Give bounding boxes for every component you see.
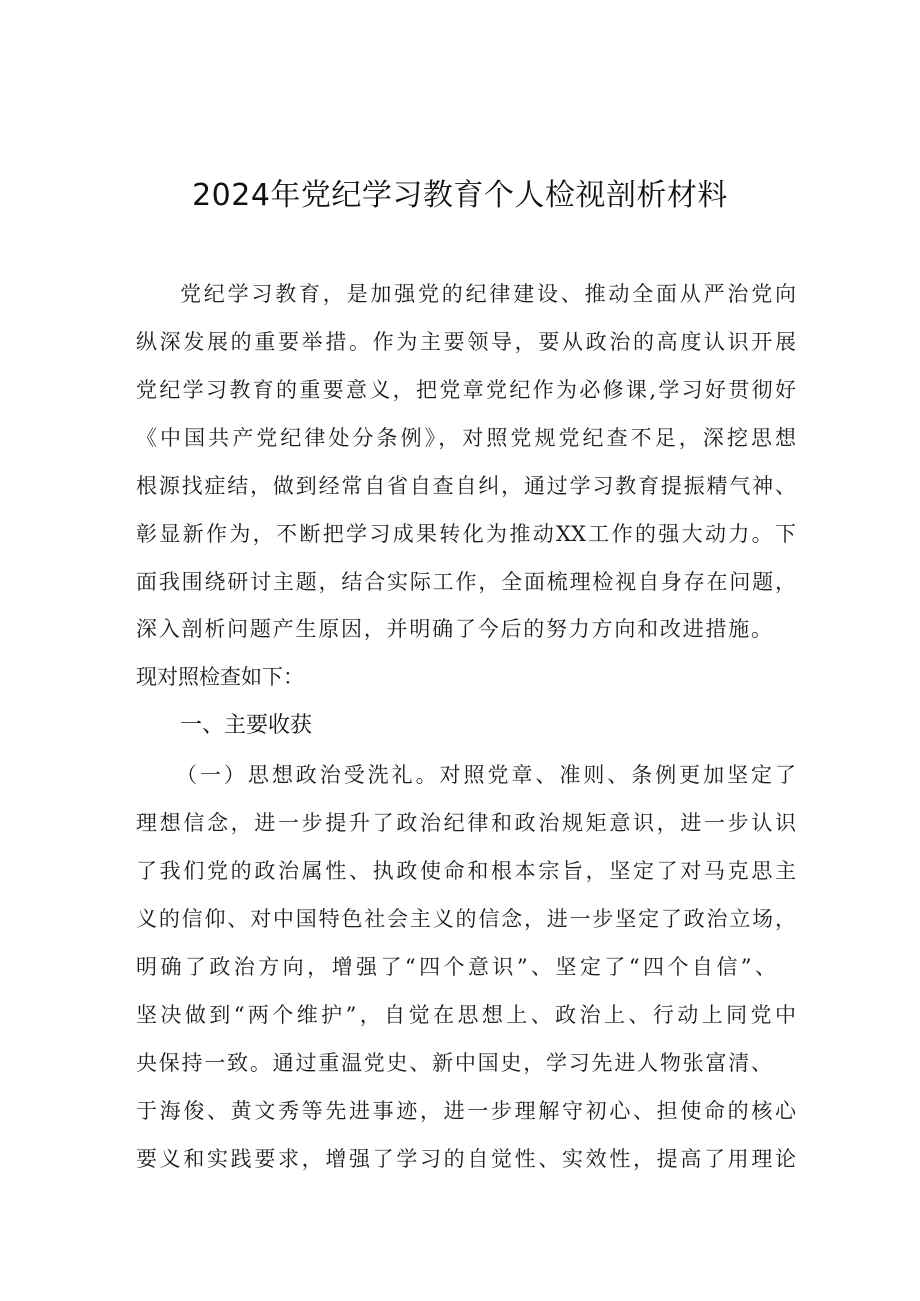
text-line: 党纪学习教育的重要意义，把党章党纪作为必修课,学习好贯彻好 [136,378,796,402]
text-line: 要义和实践要求，增强了学习的自觉性、实效性，提高了用理论 [136,1147,796,1171]
text-line: 根源找症结，做到经常自省自查自纠，通过学习教育提振精气神、 [136,474,796,498]
text-line: 了我们党的政治属性、执政使命和根本宗旨，坚定了对马克思主 [136,859,796,883]
text-line: 彰显新作为，不断把学习成果转化为推动XX工作的强大动力。下 [136,522,796,546]
text-line: 党纪学习教育，是加强党的纪律建设、推动全面从严治党向 [180,282,796,306]
text-line: 面我围绕研讨主题，结合实际工作，全面梳理检视自身存在问题， [136,570,796,594]
text-line: 深入剖析问题产生原因，并明确了今后的努力方向和改进措施。 [136,617,772,641]
text-line: 理想信念，进一步提升了政治纪律和政治规矩意识，进一步认识 [136,811,796,835]
text-line: 义的信仰、对中国特色社会主义的信念，进一步坚定了政治立场， [136,907,796,931]
text-line: 现对照检查如下： [136,665,304,689]
text-line: （一）思想政治受洗礼。对照党章、准则、条例更加坚定了 [176,763,796,787]
text-line: 于海俊、黄文秀等先进事迹，进一步理解守初心、担使命的核心 [136,1099,796,1123]
text-line: 纵深发展的重要举措。作为主要领导，要从政治的高度认识开展 [136,330,796,354]
text-line: 坚决做到“两个维护”，自觉在思想上、政治上、行动上同党中 [136,1003,796,1027]
document-title: 2024年党纪学习教育个人检视剖析材料 [192,178,728,213]
text-line: 《中国共产党纪律处分条例》，对照党规党纪查不足，深挖思想 [136,426,796,450]
text-line: 央保持一致。通过重温党史、新中国史，学习先进人物张富清、 [136,1051,772,1075]
text-line: 明确了政治方向，增强了“四个意识”、坚定了“四个自信”、 [136,955,776,979]
section-heading: 一、主要收获 [180,713,313,738]
